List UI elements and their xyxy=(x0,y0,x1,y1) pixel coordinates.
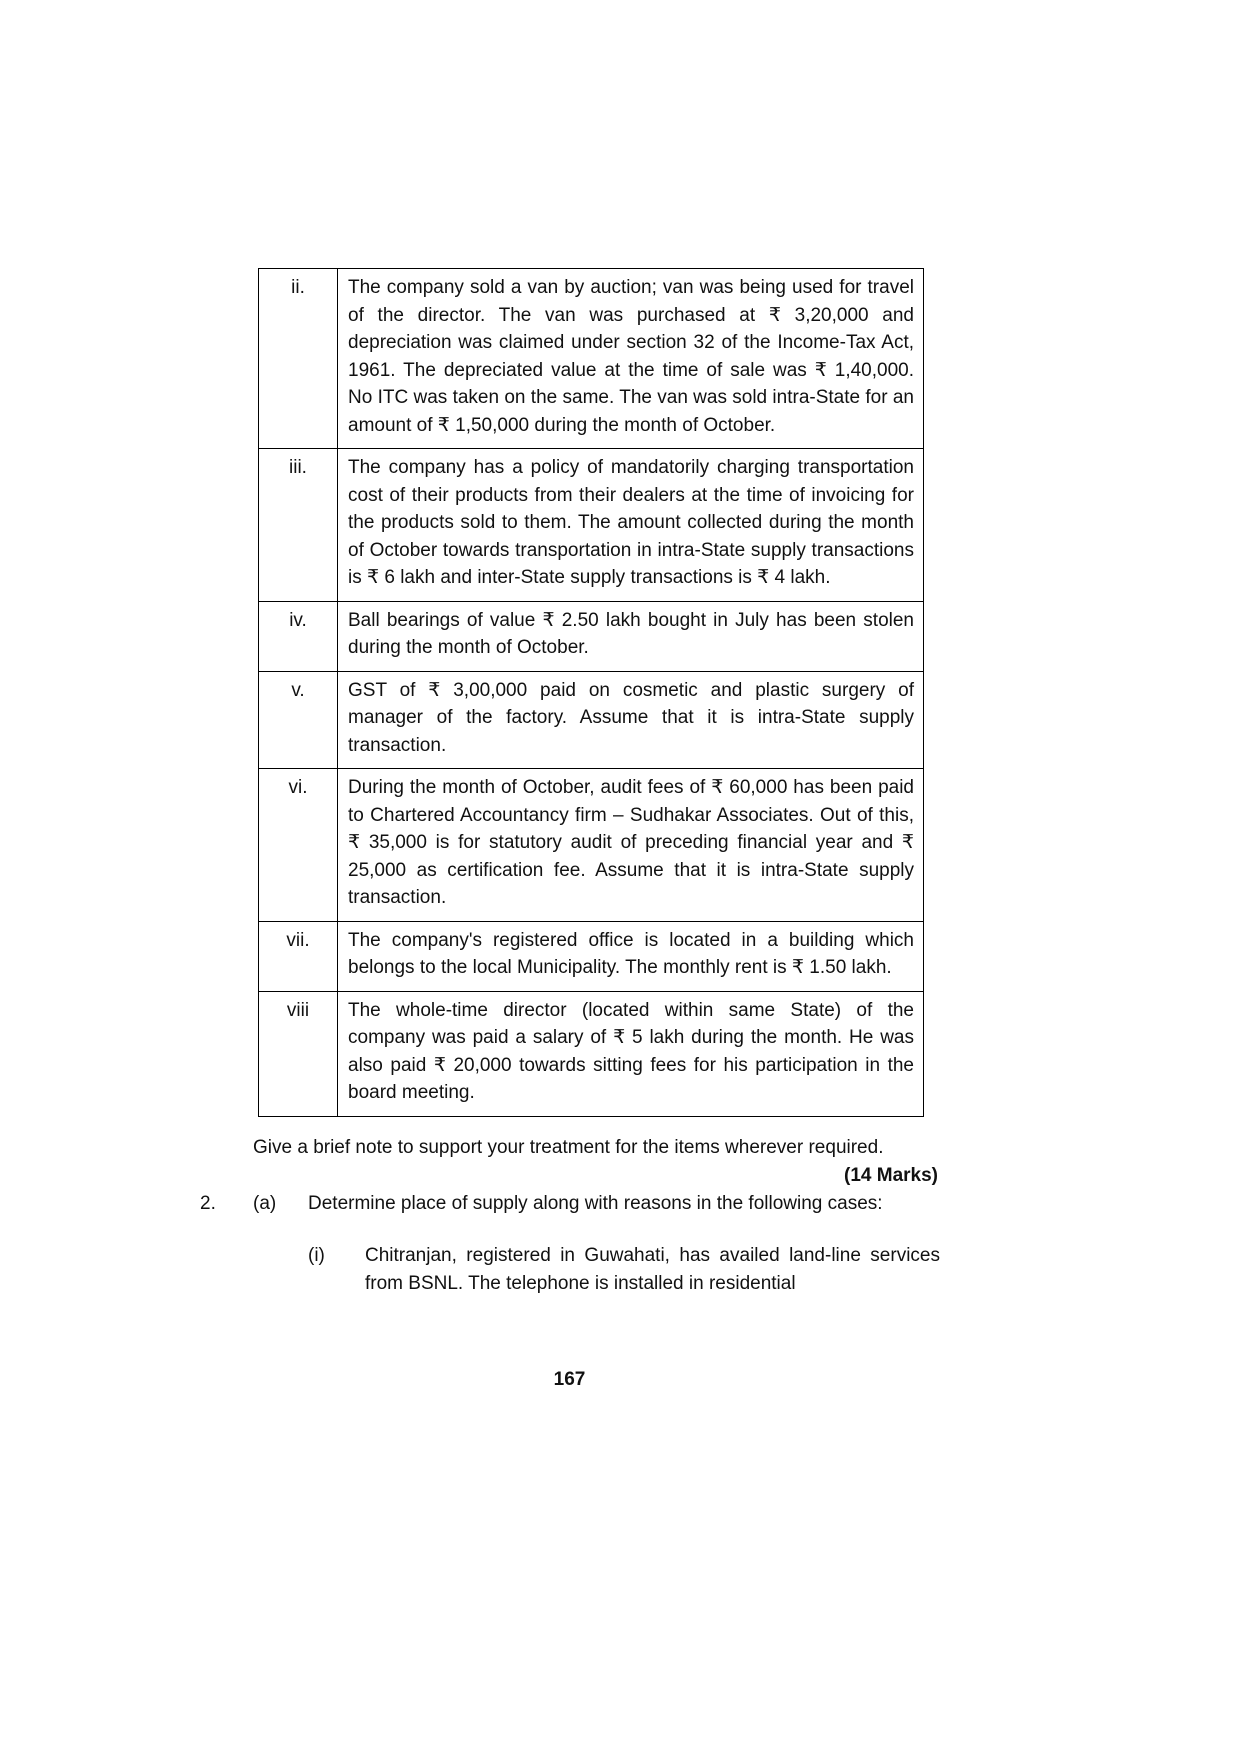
row-number: viii xyxy=(259,991,338,1116)
note-text: Give a brief note to support your treatment for the items wherever required. xyxy=(253,1136,884,1158)
table-row xyxy=(259,991,924,1116)
page-number: 167 xyxy=(553,1368,586,1390)
table-row xyxy=(259,769,924,922)
part-text: Determine place of supply along with reasons in the following cases: xyxy=(308,1192,883,1214)
page-content xyxy=(200,268,940,1394)
row-text: The company's registered office is located in a building which belongs to the local Municipality. The monthly rent is ₹ 1.50 lakh. xyxy=(338,921,924,991)
question-table xyxy=(258,268,924,1117)
row-number: ii. xyxy=(259,269,338,449)
row-number: iv. xyxy=(259,601,338,671)
table-row xyxy=(259,601,924,671)
question-2 xyxy=(200,1190,940,1218)
row-text: The company has a policy of mandatorily charging transportation cost of their products from their dealers at the time of invoicing for the products sold to them. The amount collected during the month of October towards transportation in intra-State supply transactions is ₹ 6 lakh and inter-State supply transactions is ₹ 4 lakh. xyxy=(338,449,924,602)
question-2-subitem xyxy=(308,1242,940,1298)
row-text: The company sold a van by auction; van was being used for travel of the director. The van was purchased at ₹ 3,20,000 and depreciation was claimed under section 32 of the Income-Tax Act, 1961. The depreciated value at the time of sale was ₹ 1,40,000. No ITC was taken on the same. The van was sold intra-State for an amount of ₹ 1,50,000 during the month of October. xyxy=(338,269,924,449)
row-text: During the month of October, audit fees of ₹ 60,000 has been paid to Chartered Accountancy firm – Sudhakar Associates. Out of this, ₹ 35,000 is for statutory audit of preceding financial year and ₹ 25,000 as certification fee. Assume that it is intra-State supply transaction. xyxy=(338,769,924,922)
row-number: vii. xyxy=(259,921,338,991)
row-number: vi. xyxy=(259,769,338,922)
row-text: GST of ₹ 3,00,000 paid on cosmetic and plastic surgery of manager of the factory. Assume that it is intra-State supply transaction. xyxy=(338,671,924,769)
row-number: v. xyxy=(259,671,338,769)
row-text: Ball bearings of value ₹ 2.50 lakh bought in July has been stolen during the month of October. xyxy=(338,601,924,671)
part-label: (a) xyxy=(253,1192,277,1214)
row-number: iii. xyxy=(259,449,338,602)
table-row xyxy=(259,269,924,449)
marks-label: (14 Marks) xyxy=(844,1164,938,1186)
subitem-text: Chitranjan, registered in Guwahati, has availed land-line services from BSNL. The telephone is installed in residential xyxy=(365,1244,940,1294)
row-text: The whole-time director (located within same State) of the company was paid a salary of ₹ 5 lakh during the month. He was also paid ₹ 20,000 towards sitting fees for his participation in the board meeting. xyxy=(338,991,924,1116)
note-paragraph xyxy=(253,1134,938,1186)
question-number: 2. xyxy=(200,1192,216,1214)
subitem-label: (i) xyxy=(308,1244,325,1266)
table-row xyxy=(259,921,924,991)
table-row xyxy=(259,449,924,602)
table-row xyxy=(259,671,924,769)
